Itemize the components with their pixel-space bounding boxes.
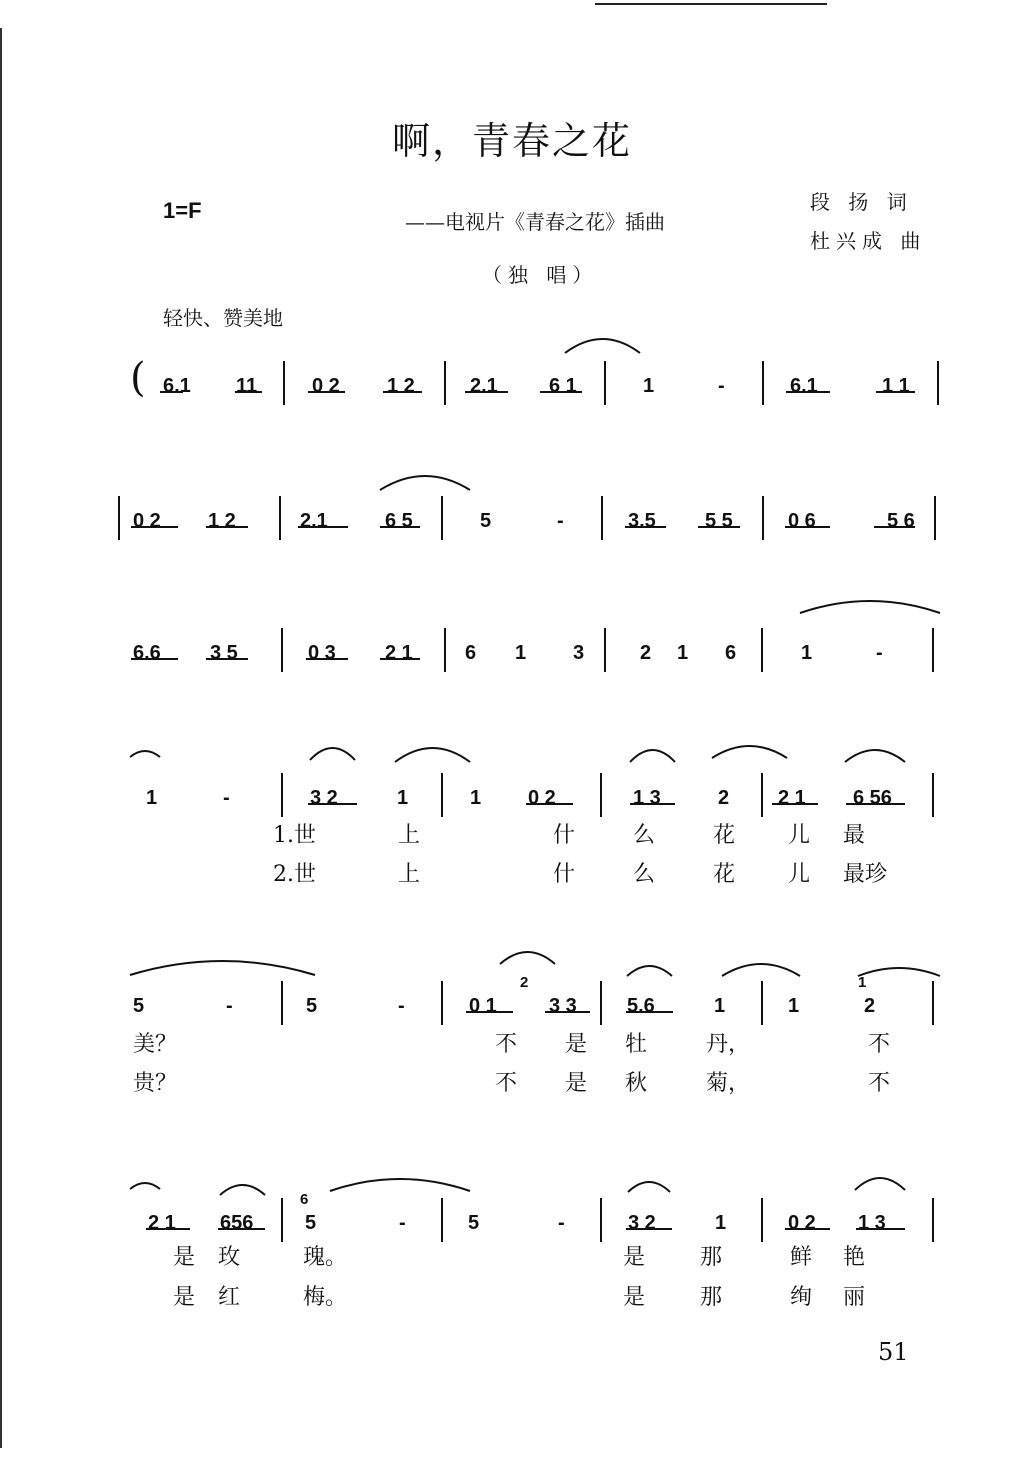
lyric-syllable: 秋 (625, 1071, 648, 1096)
lyric-syllable: 花 (713, 823, 736, 848)
note-token: 3 5 (210, 642, 238, 664)
lyric-syllable: 是 (173, 1285, 196, 1310)
note-token: 0 2 (133, 510, 161, 532)
slur (800, 601, 940, 613)
lyricist-credit: 段 扬 词 (810, 190, 913, 214)
note-token: - (399, 1212, 406, 1234)
lyric-syllable: 艳 (843, 1245, 866, 1270)
lyric-syllable: 丽 (843, 1285, 866, 1310)
lyric-syllable: 丹， (706, 1032, 751, 1057)
note-token: 5 (133, 995, 145, 1017)
lyric-syllable: 牡 (625, 1032, 648, 1057)
lyric-syllable: 儿 (788, 823, 811, 848)
lyric-syllable: 那 (700, 1245, 723, 1270)
note-token: 2 (640, 642, 652, 664)
slur (627, 966, 672, 976)
note-token: 5 5 (705, 510, 733, 532)
note-token: 3 2 (628, 1212, 656, 1234)
song-title: 啊，青春之花 (391, 119, 632, 163)
note-token: 1 (643, 375, 655, 397)
lyric-syllable: 1.世 (273, 823, 316, 848)
lyric-syllable: 那 (700, 1285, 723, 1310)
slur (628, 1182, 670, 1192)
slur (130, 751, 160, 757)
note-token: 1 (397, 787, 409, 809)
slur (565, 339, 640, 353)
note-token: 1 2 (208, 510, 236, 532)
note-token: 5 (480, 510, 492, 532)
lyric-syllable: 红 (218, 1285, 241, 1310)
note-token: 6 56 (853, 787, 892, 809)
note-token: 1 (515, 642, 527, 664)
note-token: 6 (465, 642, 477, 664)
note-token: 3 2 (310, 787, 338, 809)
note-token: 0 3 (308, 642, 336, 664)
lyric-syllable: 是 (623, 1285, 646, 1310)
slur (845, 750, 905, 762)
note-token: - (223, 787, 230, 809)
lyric-syllable: 玫 (218, 1245, 241, 1270)
grace-note: 1 (858, 974, 867, 991)
lyric-syllable: 么 (633, 823, 656, 848)
note-token: 0 1 (469, 995, 497, 1017)
note-token: 2 (864, 995, 876, 1017)
note-token: 0 6 (788, 510, 816, 532)
lyric-syllable: 2.世 (273, 862, 316, 887)
note-token: - (557, 510, 564, 532)
note-token: 3 (573, 642, 585, 664)
slur (630, 750, 675, 762)
slur (722, 964, 800, 976)
note-token: 5 (306, 995, 318, 1017)
note-token: 6.1 (790, 375, 818, 397)
composer-credit: 杜兴成 曲 (810, 229, 927, 253)
slur (220, 1185, 265, 1195)
note-token: 2 (718, 787, 730, 809)
lyric-syllable: 最 (843, 823, 866, 848)
note-token: 0 2 (312, 375, 340, 397)
slur (395, 748, 470, 762)
lyric-syllable: 是 (623, 1245, 646, 1270)
note-token: 6.6 (133, 642, 161, 664)
note-token: 1 (470, 787, 482, 809)
slur (330, 1179, 470, 1191)
lyric-syllable: 上 (398, 823, 421, 848)
note-token: 2.1 (300, 510, 328, 532)
note-token: 2 1 (148, 1212, 176, 1234)
note-token: 1 (715, 1212, 727, 1234)
note-token: 1 2 (387, 375, 415, 397)
lyric-syllable: 最珍 (843, 862, 888, 887)
note-token: - (876, 642, 883, 664)
lyric-syllable: 梅。 (303, 1285, 348, 1310)
note-token: 5.6 (627, 995, 655, 1017)
slur (310, 748, 355, 760)
performance-type: （独 唱） (482, 263, 599, 287)
note-token: 1 (677, 642, 689, 664)
lyric-syllable: 不 (868, 1032, 891, 1057)
note-token: 0 2 (788, 1212, 816, 1234)
subtitle: ——电视片《青春之花》插曲 (405, 210, 665, 234)
lyric-syllable: 么 (633, 862, 656, 887)
lyric-syllable: 儿 (788, 862, 811, 887)
lyric-syllable: 什 (553, 862, 576, 887)
lyric-syllable: 绚 (790, 1285, 813, 1310)
slur (130, 1183, 160, 1189)
note-token: 1 (788, 995, 800, 1017)
lyric-syllable: 不 (495, 1071, 518, 1096)
note-token: 1 3 (633, 787, 661, 809)
note-token: - (226, 995, 233, 1017)
lyric-syllable: 不 (868, 1071, 891, 1096)
note-token: 6 5 (385, 510, 413, 532)
lyric-syllable: 瑰。 (303, 1245, 348, 1270)
note-token: - (558, 1212, 565, 1234)
lyric-syllable: 是 (565, 1071, 588, 1096)
note-token: 5 6 (887, 510, 915, 532)
note-token: 6.1 (163, 375, 191, 397)
note-token: 3 3 (549, 995, 577, 1017)
grace-note: 6 (300, 1191, 309, 1208)
lyric-syllable: 菊， (706, 1071, 751, 1096)
page-number: 51 (878, 1338, 909, 1366)
lyric-syllable: 美？ (133, 1032, 178, 1057)
lyric-syllable: 不 (495, 1032, 518, 1057)
note-token: 656 (220, 1212, 254, 1234)
note-token: 1 (801, 642, 813, 664)
note-token: 2 1 (385, 642, 413, 664)
lyric-syllable: 是 (565, 1032, 588, 1057)
lyric-syllable: 什 (553, 823, 576, 848)
note-token: 3.5 (628, 510, 656, 532)
note-token: 5 (305, 1212, 317, 1234)
slur (500, 952, 555, 964)
note-token: 0 2 (528, 787, 556, 809)
slur (130, 961, 315, 975)
lyric-syllable: 上 (398, 862, 421, 887)
note-token: 1 (146, 787, 158, 809)
lyric-syllable: 贵？ (133, 1071, 178, 1096)
slur (712, 746, 787, 758)
intro-parenthesis: ( (130, 355, 146, 401)
note-token: 1 (714, 995, 726, 1017)
note-token: 6 1 (549, 375, 577, 397)
slur (858, 968, 940, 976)
lyric-syllable: 鲜 (790, 1245, 813, 1270)
note-token: 11 (236, 375, 258, 397)
slur (855, 1178, 905, 1190)
tempo-marking: 轻快、赞美地 (163, 306, 283, 330)
note-token: 5 (468, 1212, 480, 1234)
key-signature: 1=F (163, 198, 202, 223)
note-token: 1 1 (882, 375, 910, 397)
note-token: 2 1 (778, 787, 806, 809)
lyric-syllable: 花 (713, 862, 736, 887)
note-token: - (398, 995, 405, 1017)
note-token: - (718, 375, 725, 397)
note-token: 6 (725, 642, 737, 664)
note-token: 1 3 (858, 1212, 886, 1234)
lyric-syllable: 是 (173, 1245, 196, 1270)
slur (380, 476, 470, 490)
grace-note: 2 (520, 974, 529, 991)
note-token: 2.1 (470, 375, 498, 397)
